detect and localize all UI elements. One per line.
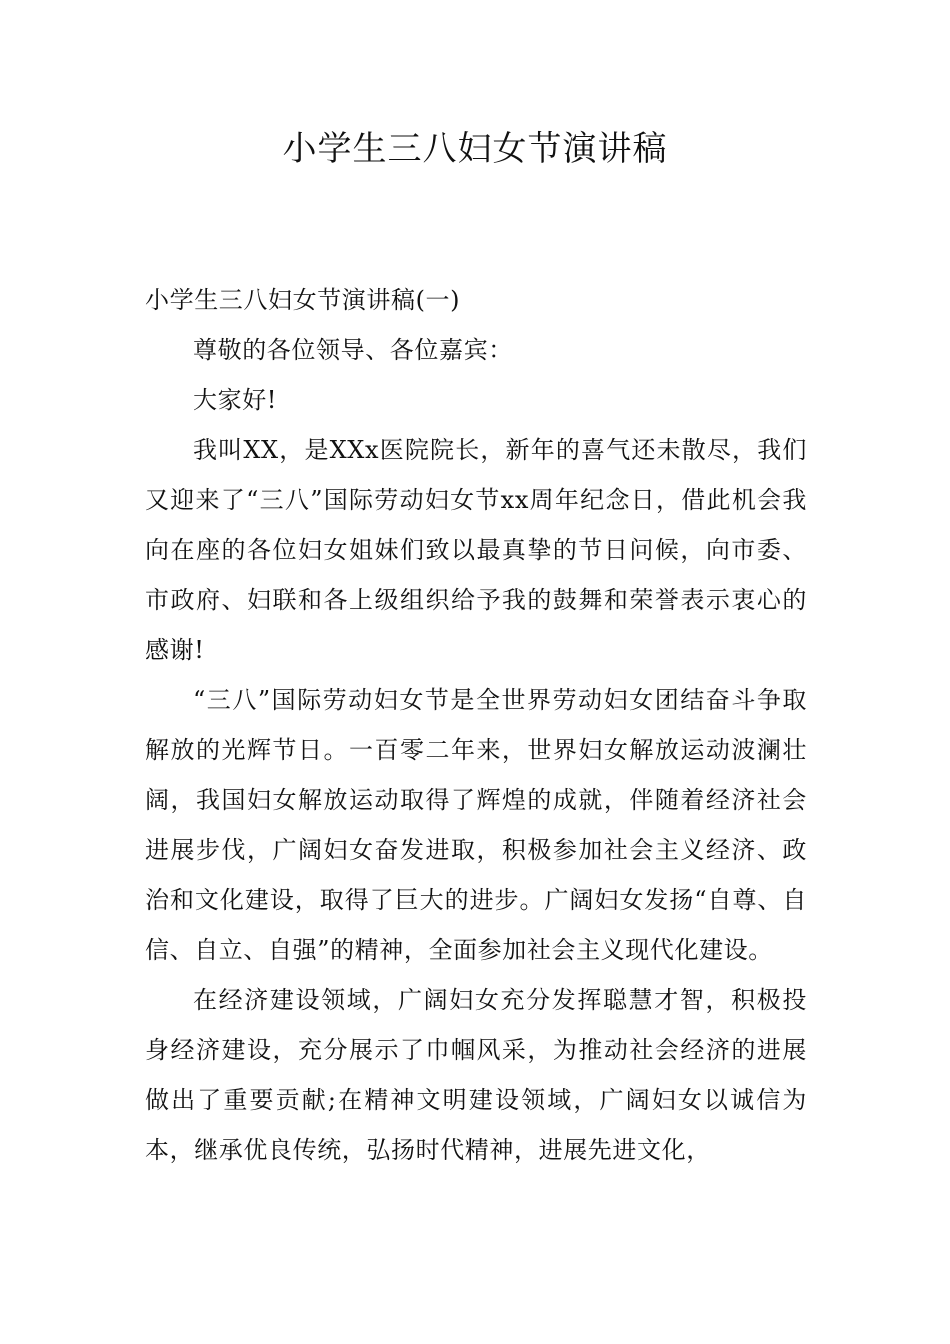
greeting-paragraph: 大家好! xyxy=(193,386,278,414)
body-paragraph: 在经济建设领域，广阔妇女充分发挥聪慧才智，积极投身经济建设，充分展示了巾帼风采，为推动社会经济的进展做出了重要贡献;在精神文明建设领域，广阔妇女以诚信为本，继承优良传统，弘扬时代精神，进展先进文化， xyxy=(145,986,807,1164)
document-body xyxy=(145,275,807,1175)
document-title: 小学生三八妇女节演讲稿 xyxy=(282,129,668,169)
salutation-paragraph: 尊敬的各位领导、各位嘉宾： xyxy=(193,336,513,364)
body-paragraph: “三八”国际劳动妇女节是全世界劳动妇女团结奋斗争取解放的光辉节日。一百零二年来，世界妇女解放运动波澜壮阔，我国妇女解放运动取得了辉煌的成就，伴随着经济社会进展步伐，广阔妇女奋发进取，积极参加社会主义经济、政治和文化建设，取得了巨大的进步。广阔妇女发扬“自尊、自信、自立、自强”的精神，全面参加社会主义现代化建设。 xyxy=(145,686,807,964)
section-heading: 小学生三八妇女节演讲稿(一) xyxy=(145,286,461,314)
body-paragraph: 我叫XX，是XXx医院院长，新年的喜气还未散尽，我们又迎来了“三八”国际劳动妇女节xx周年纪念日，借此机会我向在座的各位妇女姐妹们致以最真挚的节日问候，向市委、市政府、妇联和各上级组织给予我的鼓舞和荣誉表示衷心的感谢! xyxy=(145,436,807,664)
